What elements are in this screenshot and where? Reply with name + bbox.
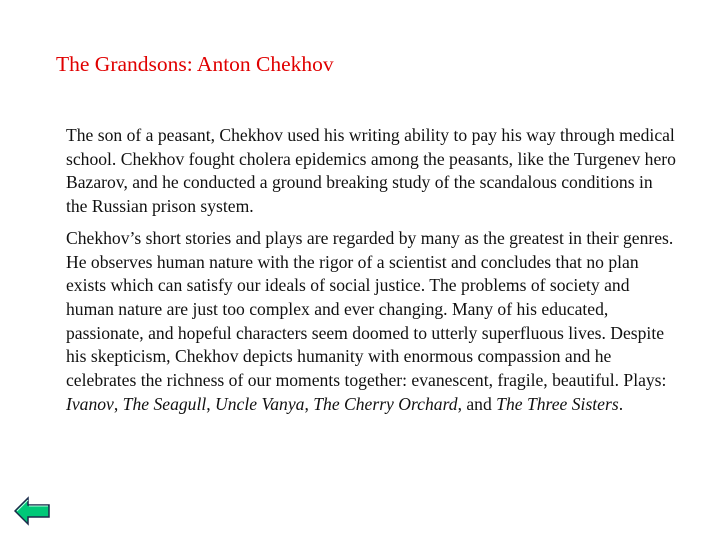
play-title-ivanov: Ivanov: [66, 393, 114, 414]
paragraph-biography: The son of a peasant, Chekhov used his writing ability to pay his way through medical school. Chekhov fought cholera epidemics among the peasants, like the Turgenev hero Bazarov, and he conducted a ground breaking study of the scandalous conditions in the Russian prison system.: [66, 125, 676, 217]
play-title-uncle-vanya: Uncle Vanya: [215, 393, 305, 414]
back-button[interactable]: [14, 496, 50, 526]
play-title-the-cherry-orchard: The Cherry Orchard: [313, 393, 458, 414]
paragraph-works: [66, 227, 676, 417]
separator: ,: [206, 393, 216, 414]
sentence-end: .: [618, 393, 624, 414]
paragraph-works-text: Chekhov’s short stories and plays are regarded by many as the greatest in their genres. He observes human nature with the rigor of a scientist and concludes that no plan exists which can satisfy our ideals of social justice. The problems of society and human nature are just too complex and ever changing. Many of his educated, passionate, and hopeful characters seem doomed to utterly superfluous lives. Despite his skepticism, Chekhov depicts humanity with enormous compassion and he celebrates the richness of our moments together: evanescent, fragile, beautiful. Plays:: [66, 227, 674, 391]
play-title-the-three-sisters: The Three Sisters: [496, 393, 619, 414]
separator: ,: [304, 393, 314, 414]
slide-title: The Grandsons: Anton Chekhov: [56, 52, 334, 76]
left-arrow-icon: [14, 496, 50, 526]
separator: ,: [113, 393, 123, 414]
slide-body: [66, 124, 676, 416]
play-title-the-seagull: The Seagull: [122, 393, 207, 414]
separator: , and: [457, 393, 497, 414]
